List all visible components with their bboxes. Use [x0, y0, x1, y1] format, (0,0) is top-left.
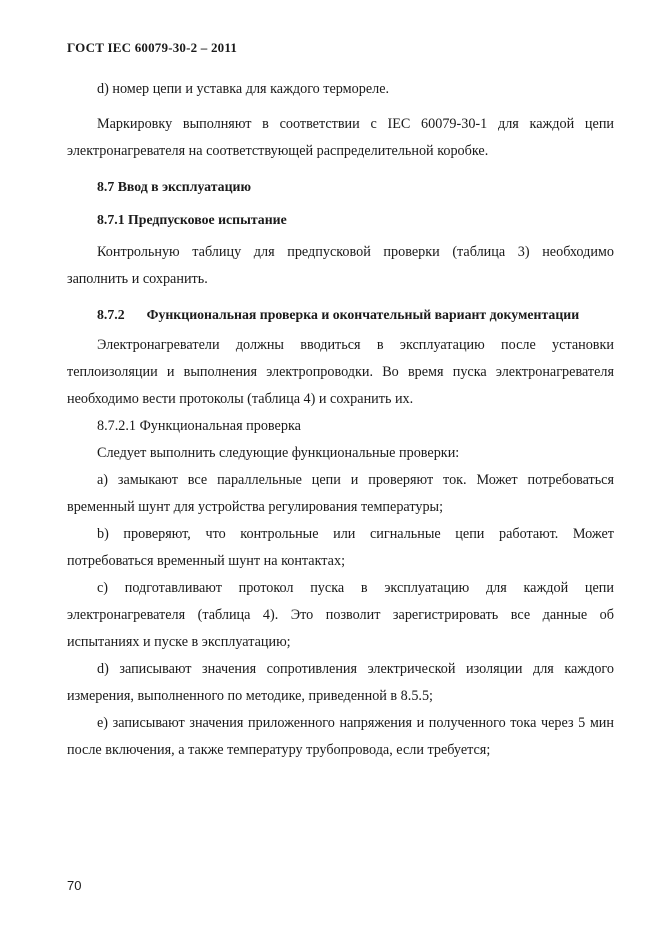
standard-header: ГОСТ IEC 60079-30-2 – 2011: [67, 40, 238, 55]
paragraph-item-d-top: d) номер цепи и уставка для каждого термореле.: [97, 81, 390, 97]
heading-8-7-2-1: 8.7.2.1 Функциональная проверка: [97, 418, 301, 434]
page-body: [67, 76, 614, 764]
page-number: 70: [67, 878, 82, 893]
list-item-c: c) подготавливают протокол пуска в эксплуатацию для каждой цепи электронагревателя (таблица 4). Это позволит зарегистрировать все данные об испытаниях и пуске в эксплуатацию;: [67, 580, 614, 650]
list-item-e: e) записывают значения приложенного напряжения и полученного тока через 5 мин после включения, а также температуру трубопровода, если требуется;: [67, 715, 614, 758]
paragraph-commissioning: Электронагреватели должны вводиться в эксплуатацию после установки теплоизоляции и выполнения электропроводки. Во время пуска электронагревателя необходимо вести протоколы (таблица 4) и сохранить их.: [67, 337, 614, 407]
list-item-d: d) записывают значения сопротивления электрической изоляции для каждого измерения, выполненного по методике, приведенной в 8.5.5;: [67, 661, 614, 704]
heading-8-7-2-title: Функциональная проверка и окончательный вариант документации: [146, 307, 580, 322]
paragraph-intro: Следует выполнить следующие функциональные проверки:: [97, 445, 460, 461]
heading-8-7-2-number: 8.7.2: [97, 307, 125, 322]
list-item-b: b) проверяют, что контрольные или сигнальные цепи работают. Может потребоваться временный шунт на контактах;: [67, 526, 614, 569]
heading-8-7-2: [67, 301, 614, 328]
heading-8-7: 8.7 Ввод в эксплуатацию: [97, 179, 252, 194]
paragraph-checklist: Контрольную таблицу для предпусковой проверки (таблица 3) необходимо заполнить и сохранить.: [67, 244, 614, 287]
heading-8-7-1: 8.7.1 Предпусковое испытание: [97, 212, 287, 227]
paragraph-marking: Маркировку выполняют в соответствии с IEC 60079-30-1 для каждой цепи электронагревателя на соответствующей распределительной коробке.: [67, 116, 614, 159]
list-item-a: a) замыкают все параллельные цепи и проверяют ток. Может потребоваться временный шунт для устройства регулирования температуры;: [67, 472, 614, 515]
